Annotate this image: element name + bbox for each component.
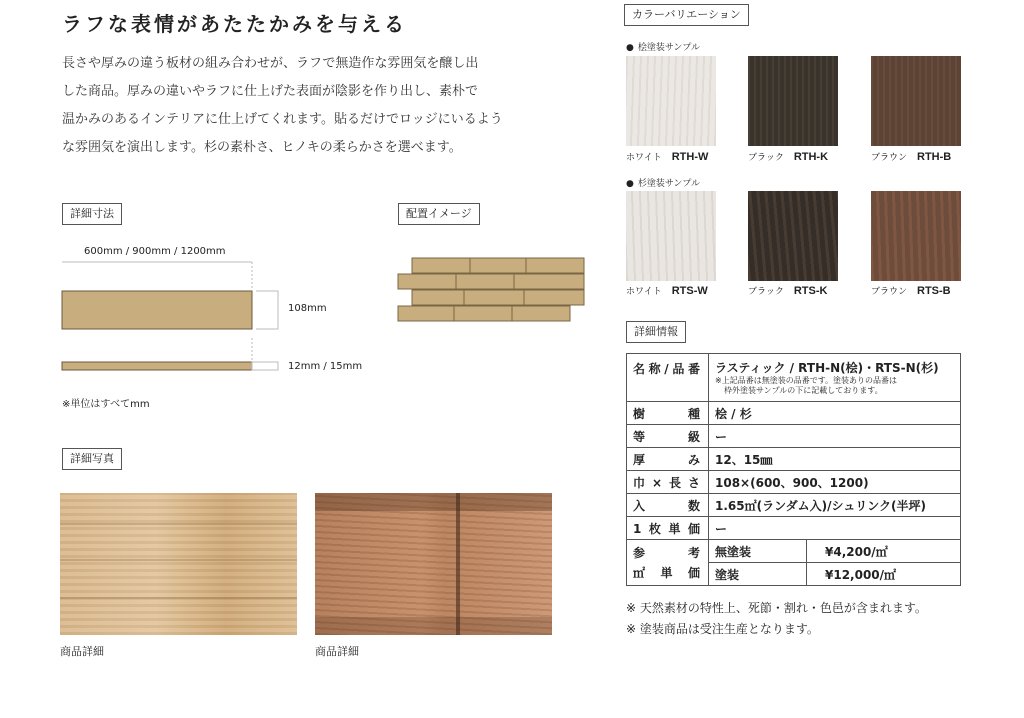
- unit-note: ※単位はすべてmm: [62, 399, 150, 410]
- dimension-diagram: [56, 258, 286, 378]
- thickness-bracket: [252, 362, 278, 370]
- swatch-rth-w: [626, 56, 716, 146]
- width-bracket: [256, 291, 278, 329]
- product-description: [62, 50, 542, 162]
- swatch-label-rth-w: ホワイト RTH-W: [626, 151, 709, 163]
- spec-row: [627, 448, 961, 471]
- spec-row-name: [627, 354, 961, 402]
- swatch-label-rts-b: ブラウン RTS-B: [871, 285, 951, 297]
- page-title: ラフな表情があたたかみを与える: [62, 12, 407, 36]
- footnote: ※ 天然素材の特性上、死節・割れ・色邑が含まれます。: [626, 601, 927, 615]
- dimensions-tag: 詳細寸法: [62, 203, 122, 225]
- spec-table: [626, 353, 961, 586]
- description-line: 温かみのあるインテリアに仕上げてくれます。貼るだけでロッジにいるよう: [62, 112, 503, 127]
- spec-row: [627, 402, 961, 425]
- swatch-rts-k: [748, 191, 838, 281]
- spec-key: 参考 ㎡単価: [627, 540, 709, 586]
- price-value: ¥12,000/㎡: [807, 563, 961, 586]
- spec-row: [627, 494, 961, 517]
- hinoki-sample-heading: ● 桧塗装サンプル: [626, 40, 700, 53]
- price-label: 塗装: [709, 563, 807, 586]
- swatch-label-rth-k: ブラック RTH-K: [748, 151, 829, 163]
- layout-board-row-3: [412, 290, 584, 305]
- photo-caption-1: 商品詳細: [60, 645, 104, 658]
- board-top-view: [62, 291, 252, 329]
- spec-key: 名称/品番: [627, 354, 709, 402]
- spec-key: 入数: [627, 494, 709, 517]
- description-line: 長さや厚みの違う板材の組み合わせが、ラフで無造作な雰囲気を醸し出: [62, 56, 479, 71]
- spec-key: 巾×長さ: [627, 471, 709, 494]
- description-line: な雰囲気を演出します。杉の素朴さ、ヒノキの柔らかさを選べます。: [62, 140, 462, 155]
- spec-note: ※上記品番は無塗装の品番です。塗装ありの品番は: [715, 376, 898, 385]
- spec-value: 12、15㎜: [709, 448, 961, 471]
- layout-board-row-1: [412, 258, 584, 273]
- layout-tag: 配置イメージ: [398, 203, 480, 225]
- photo-caption-2: 商品詳細: [315, 645, 359, 658]
- spec-value: ー: [709, 425, 961, 448]
- description-line: した商品。厚みの違いやラフに仕上げた表面が陰影を作り出し、素朴で: [62, 84, 479, 99]
- spec-value: ー: [709, 517, 961, 540]
- width-label: 108mm: [288, 303, 327, 314]
- swatch-label-rth-b: ブラウン RTH-B: [871, 151, 952, 163]
- spec-row: [627, 425, 961, 448]
- layout-image: [396, 256, 586, 324]
- spec-value: ラスティック / RTH-N(桧)・RTS-N(杉) ※上記品番は無塗装の品番です。塗装ありの品番は 枠外塗装サンプルの下に記載しております。: [709, 354, 961, 402]
- product-detail-photo-2: [315, 493, 552, 635]
- spec-note: 枠外塗装サンプルの下に記載しております。: [724, 386, 883, 395]
- spec-value: 108×(600、900、1200): [709, 471, 961, 494]
- length-label: 600mm / 900mm / 1200mm: [84, 246, 226, 257]
- footnote: ※ 塗装商品は受注生産となります。: [626, 622, 819, 636]
- spec-row-price: [627, 540, 961, 563]
- swatch-label-rts-w: ホワイト RTS-W: [626, 285, 708, 297]
- thickness-label: 12mm / 15mm: [288, 361, 363, 372]
- spec-key: 樹種: [627, 402, 709, 425]
- layout-board-row-4: [398, 306, 570, 321]
- spec-value: 桧 / 杉: [709, 402, 961, 425]
- swatch-rts-b: [871, 191, 961, 281]
- sugi-sample-heading: ● 杉塗装サンプル: [626, 176, 700, 189]
- swatch-rts-w: [626, 191, 716, 281]
- spec-tag: 詳細情報: [626, 321, 686, 343]
- spec-key: 厚み: [627, 448, 709, 471]
- spec-value: 1.65㎡(ランダム入)/シュリンク(半坪): [709, 494, 961, 517]
- price-label: 無塗装: [709, 540, 807, 563]
- swatch-label-rts-k: ブラック RTS-K: [748, 285, 828, 297]
- spec-row: [627, 517, 961, 540]
- photos-tag: 詳細写真: [62, 448, 122, 470]
- color-variation-tag: カラーバリエーション: [624, 4, 749, 26]
- layout-board-row-2: [398, 274, 584, 289]
- board-side-view: [62, 362, 252, 370]
- spec-row: [627, 471, 961, 494]
- product-detail-photo-1: [60, 493, 297, 635]
- spec-key: 1枚単価: [627, 517, 709, 540]
- spec-key: 等級: [627, 425, 709, 448]
- price-value: ¥4,200/㎡: [807, 540, 961, 563]
- swatch-rth-k: [748, 56, 838, 146]
- swatch-rth-b: [871, 56, 961, 146]
